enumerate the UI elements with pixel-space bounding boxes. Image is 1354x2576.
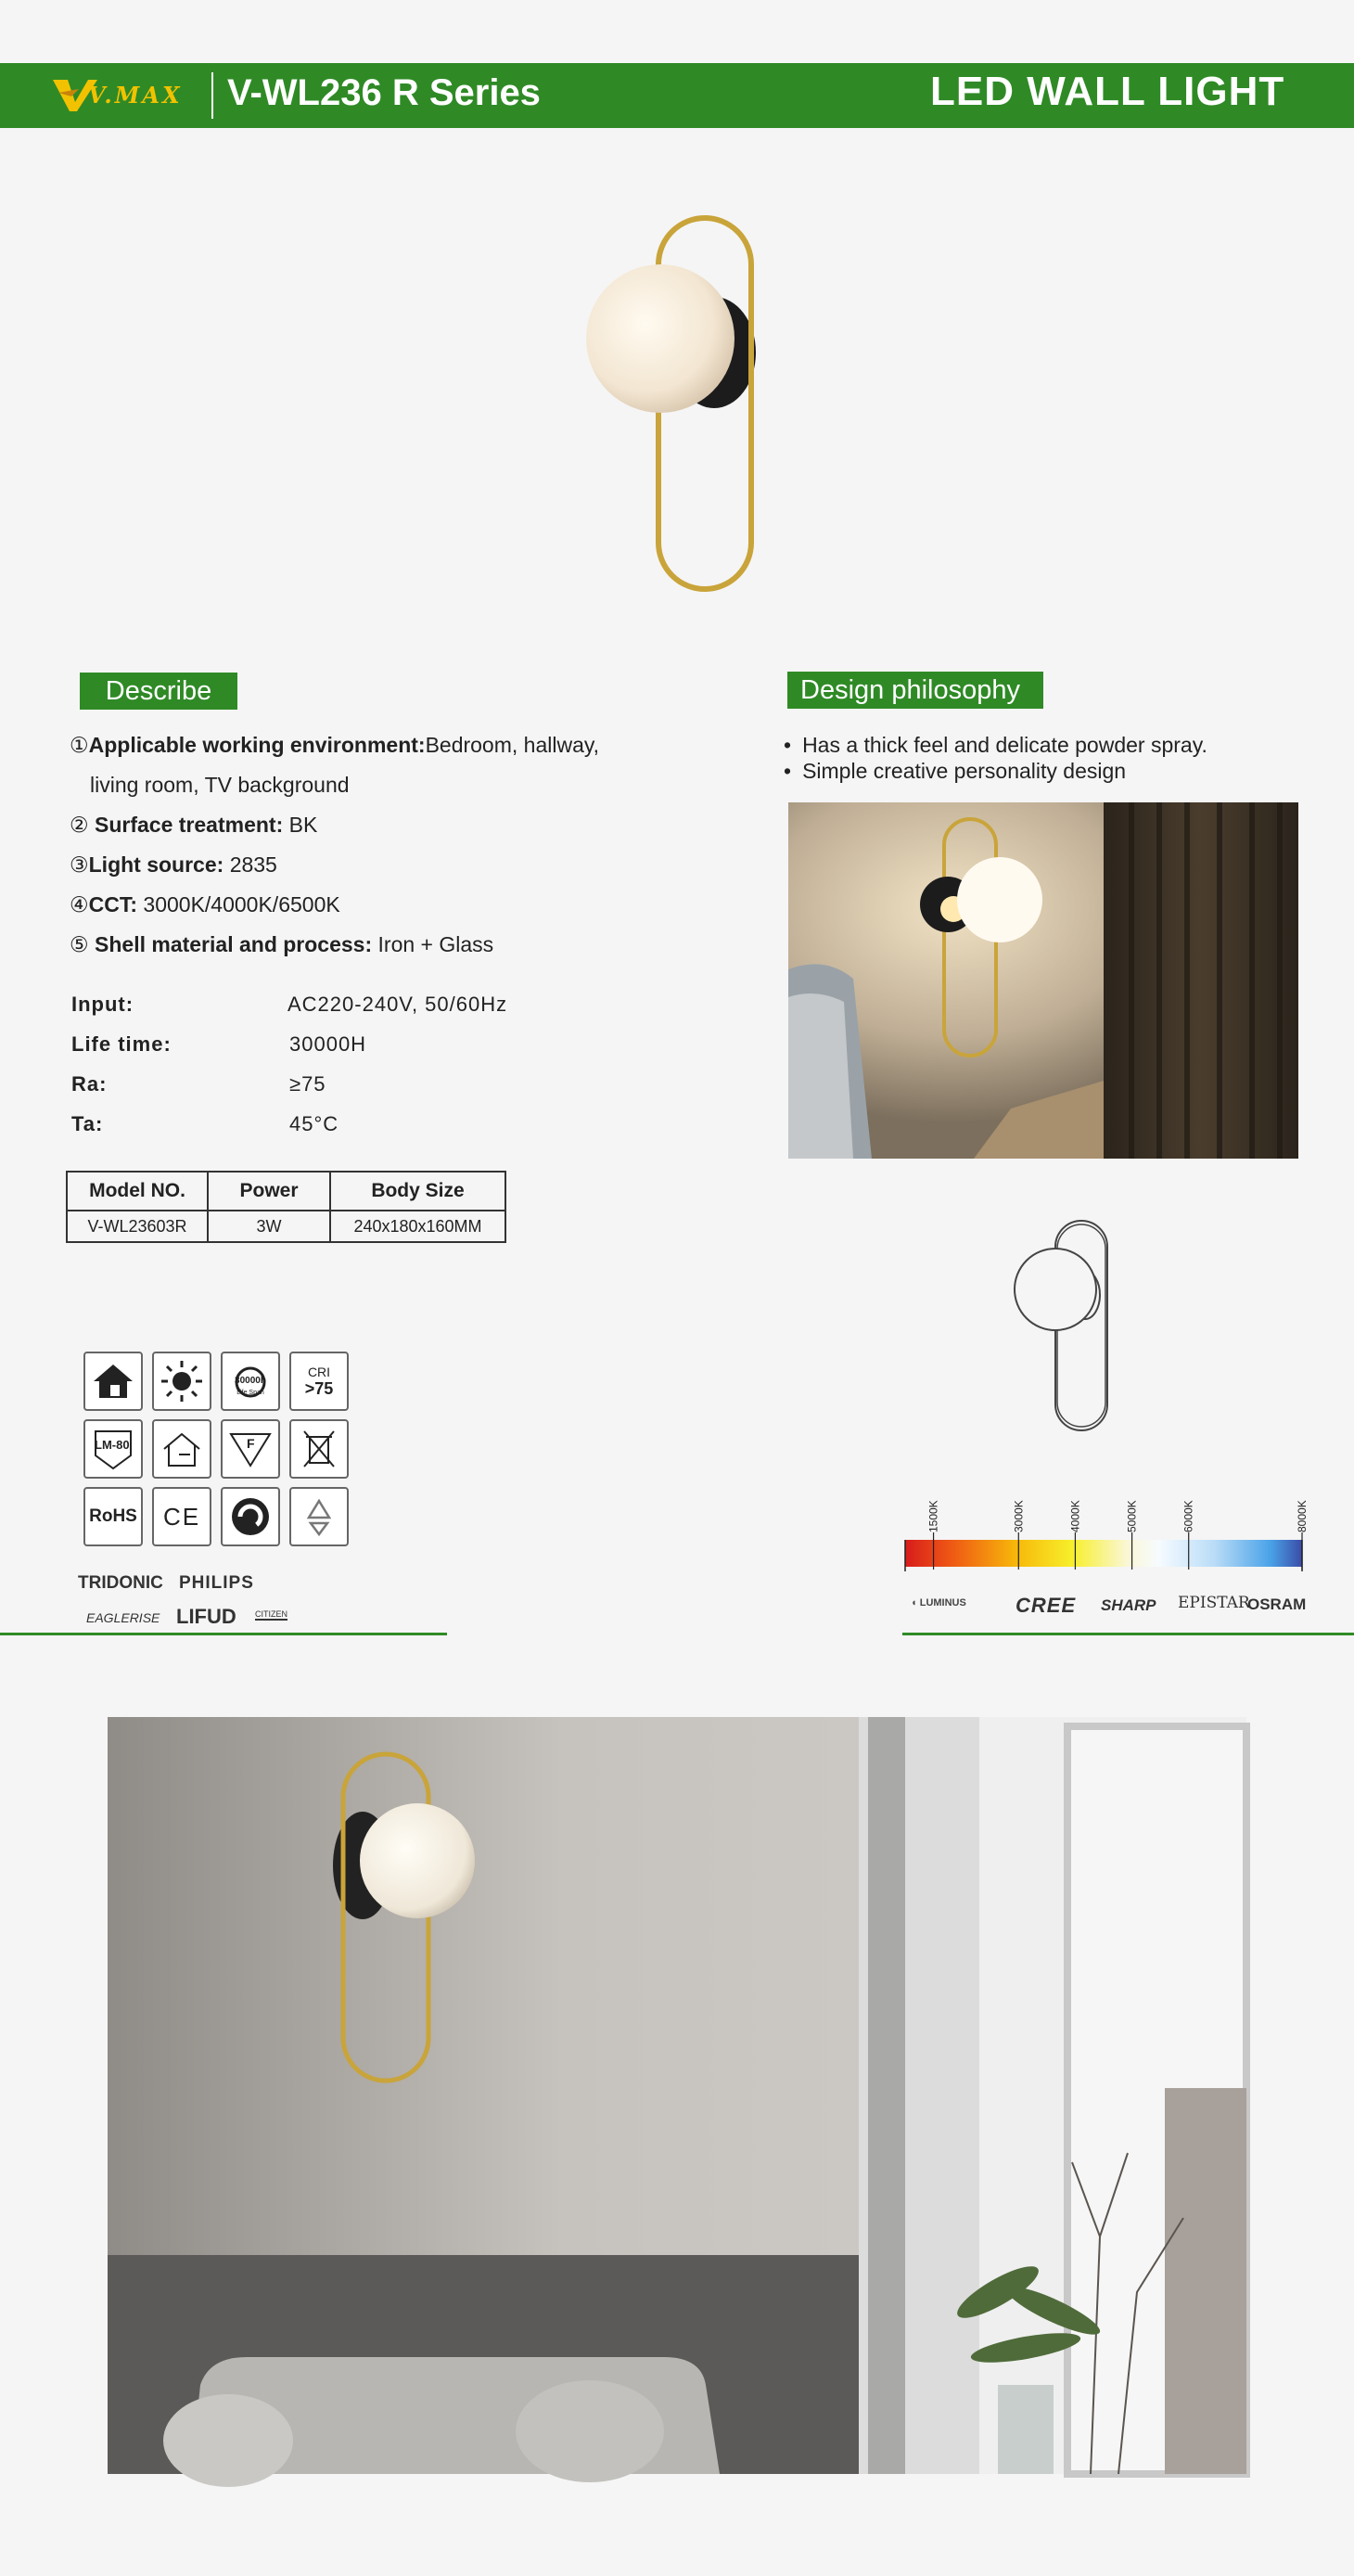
describe-value: Bedroom, hallway,: [425, 733, 600, 757]
brand-luminus-label: LUMINUS: [919, 1597, 966, 1608]
cct-label: 3000K: [1012, 1500, 1026, 1532]
lm80-icon: [83, 1419, 143, 1479]
room-photo-living: [108, 1717, 1246, 2474]
f-mark-icon: [221, 1419, 280, 1479]
describe-label: Applicable working environment:: [88, 733, 426, 757]
rohs-label: RoHS: [89, 1506, 137, 1526]
header-divider: [211, 72, 213, 119]
cri-value: >75: [304, 1378, 334, 1398]
ce-label: CE: [162, 1502, 201, 1531]
describe-tag: Describe: [80, 673, 237, 710]
table-row: [67, 1211, 505, 1242]
spec-value: 45°C: [289, 1112, 339, 1135]
cct-label: 6000K: [1182, 1500, 1195, 1532]
brand-citizen: CITIZEN: [255, 1609, 287, 1619]
brand-eaglerise: EAGLERISE: [86, 1610, 160, 1625]
lm80-label: LM-80: [95, 1438, 130, 1452]
green-dot-icon: [221, 1487, 280, 1546]
describe-value: 3000K/4000K/6500K: [143, 892, 340, 916]
cct-label: 1500K: [926, 1500, 940, 1532]
rohs-icon: [83, 1487, 143, 1546]
table-cell: 3W: [208, 1211, 330, 1242]
brand-epistar: EPISTAR: [1178, 1594, 1250, 1612]
right-divider: [902, 1633, 1354, 1635]
model-table: [66, 1171, 506, 1243]
lifespan-icon: [221, 1352, 280, 1411]
table-cell: V-WL23603R: [67, 1211, 208, 1242]
design-tag: Design philosophy: [787, 672, 1043, 709]
house-icon: [83, 1352, 143, 1411]
brand-lifud: LIFUD: [176, 1605, 236, 1628]
series-title: V-WL236 R Series: [227, 72, 541, 113]
sun-icon: [152, 1352, 211, 1411]
table-header: Model NO.: [67, 1172, 208, 1211]
brand-tridonic: TRIDONIC: [78, 1573, 163, 1593]
describe-num: ②: [70, 813, 89, 837]
table-header: Body Size: [330, 1172, 505, 1211]
describe-num: ③: [70, 852, 89, 877]
describe-value: BK: [288, 813, 318, 837]
describe-item-2: [70, 813, 317, 838]
logo-text: V.MAX: [88, 82, 183, 109]
brand-cree: CREE: [1016, 1594, 1077, 1617]
cri-badge: [289, 1352, 349, 1411]
brand-osram: OSRAM: [1247, 1596, 1307, 1613]
spec-key: Ra:: [71, 1072, 108, 1096]
brand-philips: PHILIPS: [179, 1573, 254, 1593]
spec-value: 30000H: [289, 1032, 367, 1056]
table-header-row: [67, 1172, 505, 1211]
describe-item-4: [70, 892, 340, 917]
lifespan-value: 30000h: [235, 1376, 266, 1386]
product-lamp-image: [575, 199, 779, 608]
design-bullet: • Has a thick feel and delicate powder spray.: [784, 733, 1207, 758]
room-photo-lamp-on: [788, 802, 1298, 1159]
spec-value: ≥75: [289, 1072, 326, 1096]
indoor-house-icon: [152, 1419, 211, 1479]
describe-item-1-cont: [90, 773, 350, 798]
describe-num: ⑤: [70, 932, 89, 956]
describe-num: ①: [70, 733, 89, 757]
left-divider: [0, 1633, 447, 1635]
describe-item-1: [70, 733, 599, 758]
describe-value: 2835: [229, 852, 277, 877]
design-bullet: • Simple creative personality design: [784, 759, 1126, 784]
cct-gradient-bar: [905, 1484, 1309, 1572]
cct-label: 5000K: [1125, 1500, 1139, 1532]
table-header: Power: [208, 1172, 330, 1211]
cri-label: CRI: [307, 1364, 331, 1379]
spec-key: Life time:: [71, 1032, 172, 1056]
describe-label: Surface treatment:: [95, 813, 284, 837]
weee-bin-icon: [289, 1419, 349, 1479]
spec-key: Ta:: [71, 1112, 104, 1135]
lamp-line-drawing: [1011, 1215, 1122, 1438]
describe-item-5: [70, 932, 493, 957]
cct-scale: [905, 1484, 1309, 1572]
lifespan-label: Life Span: [236, 1390, 264, 1396]
describe-value: Iron + Glass: [377, 932, 494, 956]
spec-value: AC220-240V, 50/60Hz: [287, 993, 508, 1016]
spec-key: Input:: [71, 993, 134, 1016]
describe-label: CCT:: [88, 892, 138, 916]
brand-sharp: SHARP: [1101, 1596, 1156, 1614]
f-mark-label: F: [247, 1436, 255, 1451]
describe-value: living room, TV background: [90, 773, 350, 797]
brand-luminus: [911, 1597, 966, 1608]
describe-label: Light source:: [88, 852, 224, 877]
cct-label: 8000K: [1296, 1500, 1309, 1532]
category-title: LED WALL LIGHT: [930, 69, 1285, 114]
describe-label: Shell material and process:: [95, 932, 373, 956]
describe-num: ④: [70, 892, 89, 916]
luminus-icon: ◖: [911, 1597, 917, 1608]
ce-icon: [152, 1487, 211, 1546]
table-cell: 240x180x160MM: [330, 1211, 505, 1242]
cct-label: 4000K: [1068, 1500, 1082, 1532]
describe-item-3: [70, 852, 277, 878]
recycle-icon: [289, 1487, 349, 1546]
